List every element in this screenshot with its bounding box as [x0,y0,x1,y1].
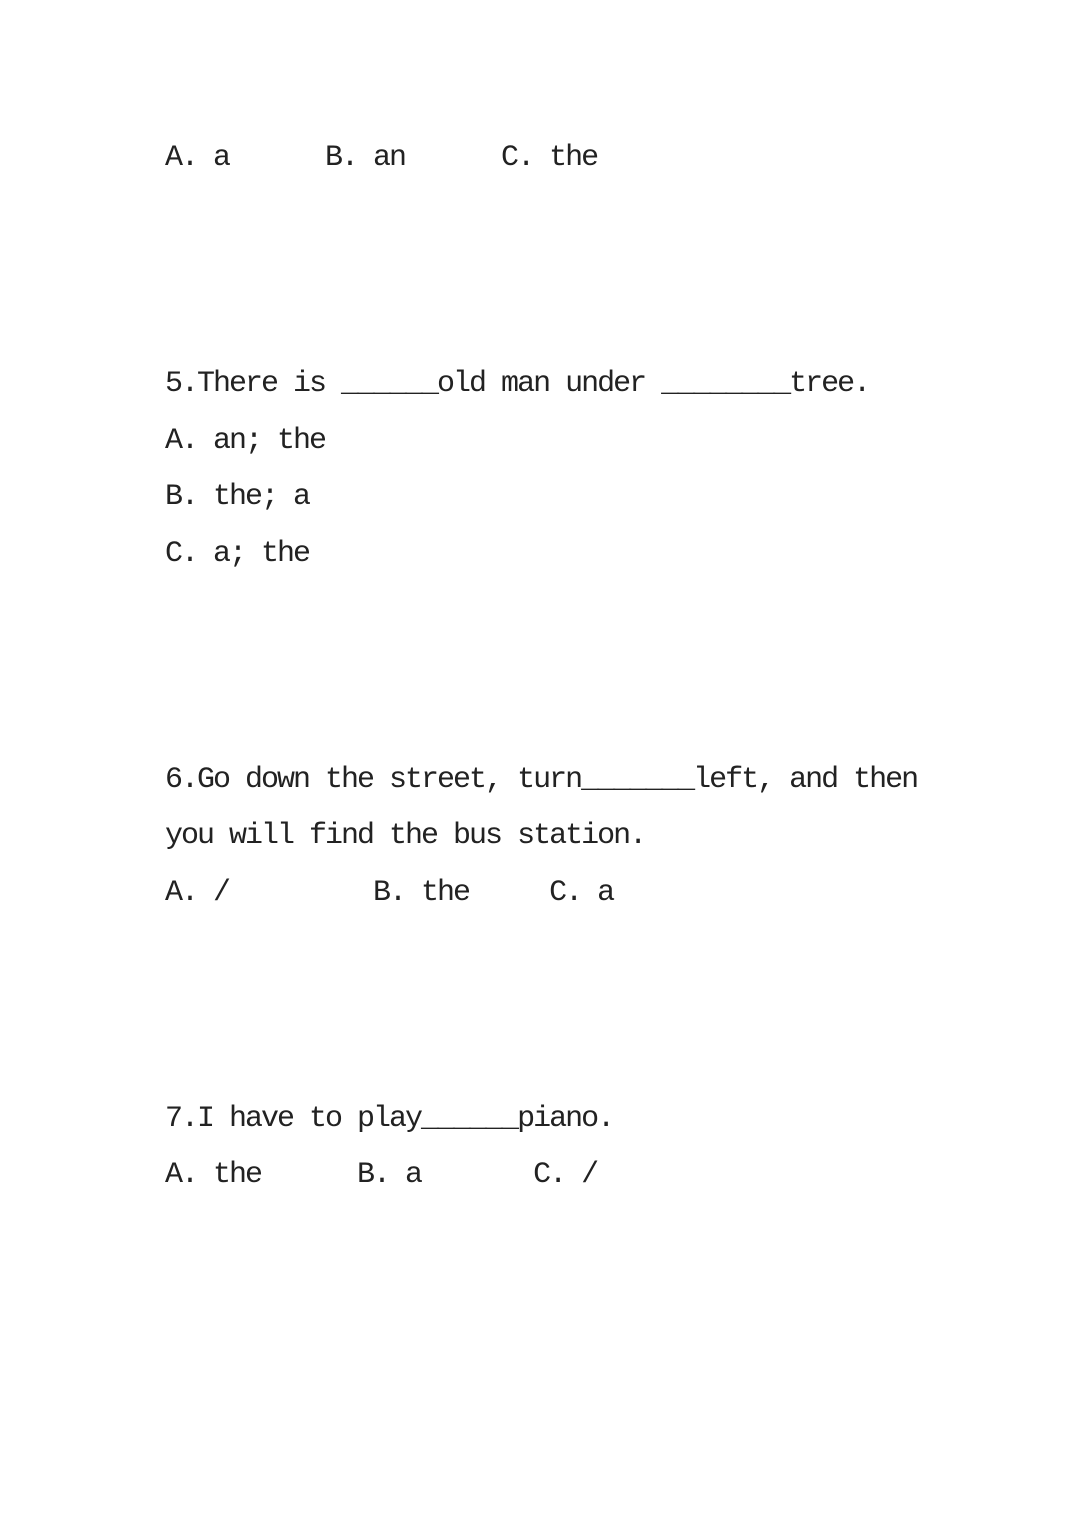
blank-line [165,1034,1080,1091]
question-5-option-c: C. a; the [165,536,310,571]
question-6-stem: 6.Go down the street, turn_______left, and then [165,762,918,797]
blank-line [165,300,1080,357]
question-5-option-b: B. the; a [165,480,310,514]
question-5-option-a: A. an; the [165,423,326,458]
question-7-options-row: A. the B. a C. / [165,1158,598,1192]
blank-line [165,187,1080,244]
blank-line [165,695,1080,752]
blank-line [165,921,1080,978]
question-6-stem-cont: you will find the bus station. [165,819,646,853]
options-row: A. a B. an C. the [165,141,598,175]
blank-line [165,978,1080,1035]
blank-line [165,243,1080,300]
question-5-stem: 5.There is ______old man under ________tree. [165,367,870,401]
question-7-stem: 7.I have to play______piano. [165,1101,614,1136]
document-body [165,130,1080,1204]
blank-line [165,639,1080,696]
blank-line [165,582,1080,639]
question-6-options-row: A. / B. the C. a [165,875,614,910]
